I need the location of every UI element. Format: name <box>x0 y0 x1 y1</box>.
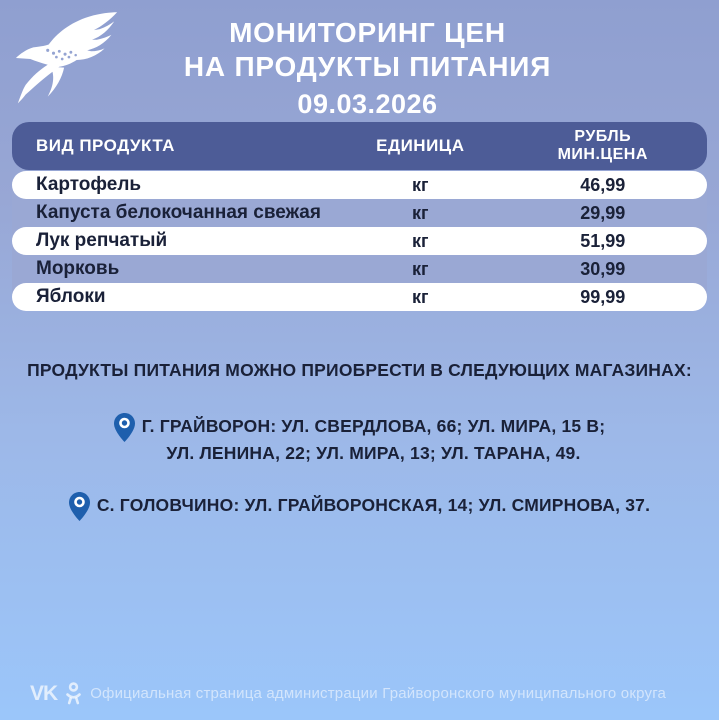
product-cell: Картофель <box>36 174 142 195</box>
store-address-lines <box>97 492 650 519</box>
table-row <box>12 283 707 311</box>
poster-title-line2: НА ПРОДУКТЫ ПИТАНИЯ <box>183 51 552 82</box>
footer-caption: Официальная страница администрации Грайворонского муниципального округа <box>90 685 667 702</box>
product-cell: Яблоки <box>36 286 106 307</box>
product-cell: Капуста белокочанная свежая <box>36 202 321 223</box>
price-cell: 46,99 <box>580 174 626 195</box>
table-row <box>12 255 707 283</box>
store-location-grayvoron <box>0 413 719 467</box>
map-pin-icon <box>69 492 90 521</box>
product-cell: Морковь <box>36 258 120 279</box>
poster-date: 09.03.2026 <box>297 89 438 119</box>
store-address-line: УЛ. ЛЕНИНА, 22; УЛ. МИРА, 13; УЛ. ТАРАНА, 49. <box>166 443 581 463</box>
bird-logo-icon <box>14 10 120 108</box>
price-cell: 51,99 <box>580 230 626 251</box>
table-row <box>12 199 707 227</box>
ok-icon <box>66 682 81 705</box>
vk-icon: VK <box>30 682 58 705</box>
table-row <box>12 227 707 255</box>
table-body <box>12 171 707 311</box>
map-pin-icon <box>114 413 135 442</box>
price-table <box>12 122 707 311</box>
unit-cell: кг <box>412 202 429 223</box>
unit-cell: кг <box>412 258 429 279</box>
stores-section <box>0 360 719 521</box>
store-address-line: С. ГОЛОВЧИНО: УЛ. ГРАЙВОРОНСКАЯ, 14; УЛ. СМИРНОВА, 37. <box>96 495 651 515</box>
product-cell: Лук репчатый <box>36 230 168 251</box>
store-location-golovchino <box>0 492 719 521</box>
price-cell: 30,99 <box>580 258 626 279</box>
price-cell: 99,99 <box>580 286 626 307</box>
price-cell: 29,99 <box>580 202 626 223</box>
unit-cell: кг <box>412 286 429 307</box>
table-row <box>12 171 707 199</box>
column-header-price: РУБЛЬ МИН.ЦЕНА <box>557 128 648 163</box>
poster-title-line1: МОНИТОРИНГ ЦЕН <box>229 17 506 48</box>
store-address-line: Г. ГРАЙВОРОН: УЛ. СВЕРДЛОВА, 66; УЛ. МИРА, 15 В; <box>141 416 606 436</box>
store-address-lines <box>142 413 606 467</box>
table-header-row <box>12 122 707 170</box>
unit-cell: кг <box>412 174 429 195</box>
column-header-unit: ЕДИНИЦА <box>376 136 465 155</box>
stores-heading: ПРОДУКТЫ ПИТАНИЯ МОЖНО ПРИОБРЕСТИ В СЛЕДУЮЩИХ МАГАЗИНАХ: <box>27 360 692 380</box>
unit-cell: кг <box>412 230 429 251</box>
column-header-product: ВИД ПРОДУКТА <box>36 136 175 155</box>
footer <box>30 682 666 705</box>
